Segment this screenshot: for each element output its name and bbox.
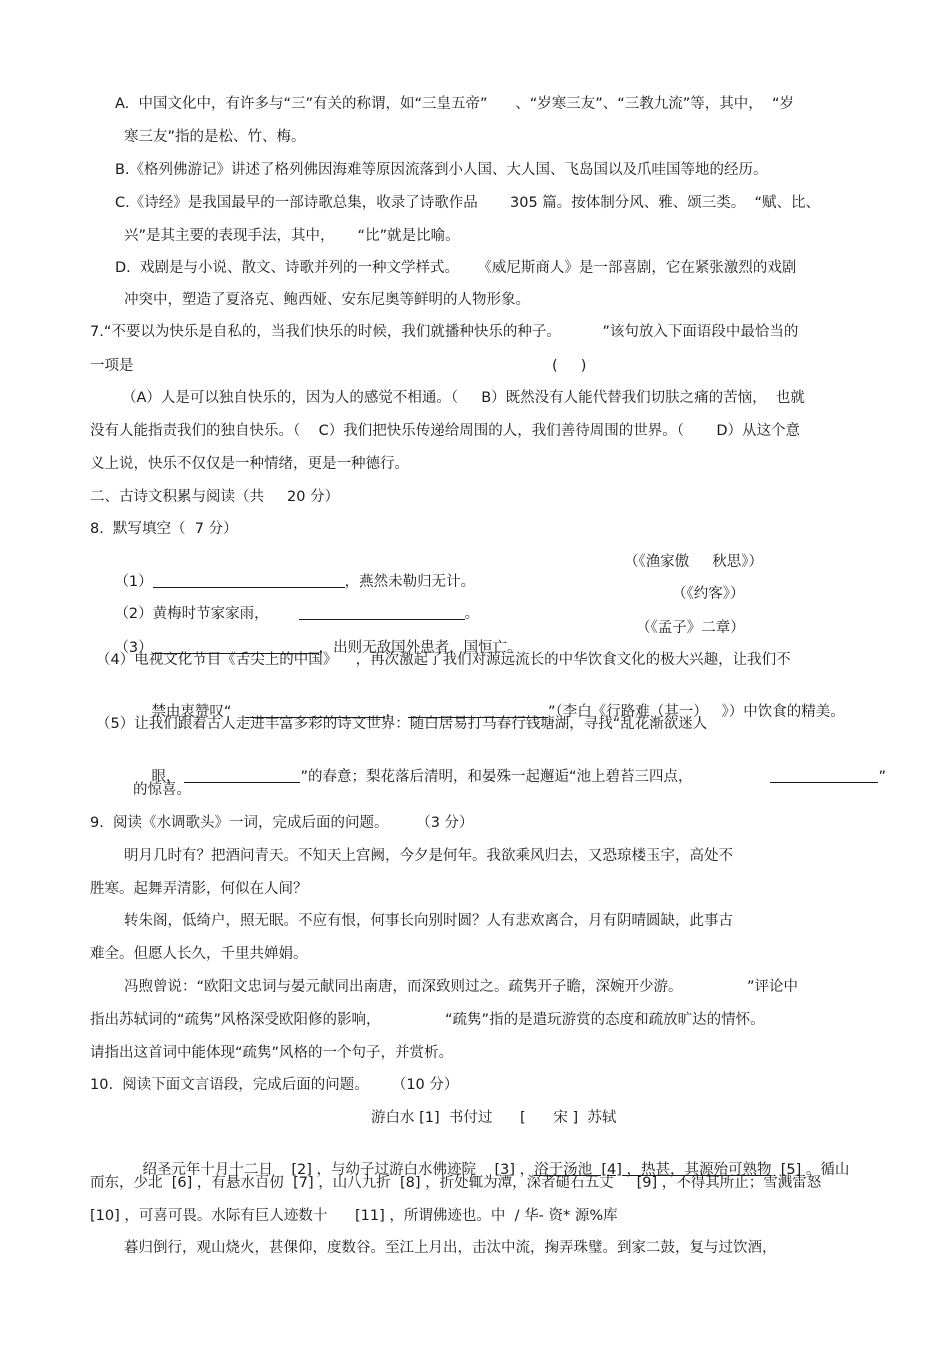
q10-passage-line2: 而东，少北 [6] ，有悬水百仞 [7] ，山八九折 [8] ，折处辄为潭，深者磓石五丈 [9] ，不得其所止；雪溅雷怒 (90, 1175, 822, 1191)
q10-title: 10. 阅读下面文言语段，完成后面的问题。 （10 分） (90, 1077, 459, 1093)
section-2-title: 二、古诗文积累与阅读（共 20 分） (90, 489, 340, 505)
q8-item-5-line2 (133, 747, 692, 807)
q8-title: 8. 默写填空（ 7 分） (90, 521, 238, 537)
q6-option-c-line1: C.《诗经》是我国最早的一部诗歌总集，收录了诗歌作品 305 篇。按体制分风、雅、颂三类。 “赋、比、 (115, 195, 821, 211)
q7-answer-paren: ( ) (552, 358, 587, 374)
q6-option-d-line1: D. 戏剧是与小说、散文、诗歌并列的一种文学样式。 《威尼斯商人》是一部喜剧，它在紧张激烈的戏剧 (115, 260, 797, 276)
q6-option-d-line2: 冲突中，塑造了夏洛克、鲍西娅、安东尼奥等鲜明的人物形象。 (124, 292, 530, 308)
q8-item-2-end: 。 (464, 606, 480, 622)
q10-passage-heading: 游白水 [1] 书付过 [ 宋 ] 苏轼 (371, 1110, 617, 1126)
q8-item-5-blank-2[interactable] (770, 768, 878, 783)
q8-item-5-mid: ”的春意；梨花落后清明，和晏殊一起邂逅“池上碧苔三四点， (300, 769, 693, 785)
q8-item-4-post: ”（李白《行路难（其一） 》）中饮食的精美。 (547, 704, 845, 720)
q6-option-a-line2: 寒三友”指的是松、竹、梅。 (124, 129, 306, 145)
q8-item-1-source: （《渔家傲 秋思》） (624, 554, 764, 570)
q8-item-5-line3: 的惊喜。 (133, 782, 191, 798)
q9-poem-line2: 胜寒。起舞弄清影，何似在人间？ (90, 881, 308, 897)
q8-item-2-source: （《约客》） (672, 586, 745, 602)
q8-item-1-text: ，燕然未勒归无计。 (344, 574, 476, 590)
q8-item-3-number: （3） (114, 640, 153, 656)
q7-options-line2: 没有人能指责我们的独自快乐。（ C）我们把快乐传递给周围的人，我们善待周围的世界。（ D）从这个意 (90, 423, 800, 439)
q8-item-4-pre: 禁由衷赞叹“ (151, 704, 232, 720)
q8-item-3-text: ，出则无敌国外患者，国恒亡。 (318, 640, 522, 656)
q8-item-5-end-quote: ” (878, 769, 886, 785)
q10-passage-line3: [10] ，可喜可畏。水际有巨人迹数十 [11] ，所谓佛迹也。中 / 华- 资* 源%库 (90, 1208, 618, 1224)
q10-underlined-sentence: 浴于汤池 [4] ，热甚，其源殆可熟物 (534, 1162, 772, 1178)
q8-item-4-mid: ， (385, 704, 400, 720)
q9-poem-line4: 难全。但愿人长久，千里共婵娟。 (90, 946, 308, 962)
q9-comment-line2: 指出苏轼词的“疏隽”风格深受欧阳修的影响， “疏隽”指的是遣玩游赏的态度和疏放旷达的情怀。 (90, 1012, 765, 1028)
q6-option-a-line1: A. 中国文化中，有许多与“三”有关的称谓，如“三皇五帝” 、“岁寒三友”、“三教九流”等，其中， “岁 (115, 96, 794, 112)
q10-passage-line4: 暮归倒行，观山烧火，甚倮仰，度数谷。至江上月出，击汰中流，掬弄珠璧。到家二鼓，复与过饮酒， (124, 1240, 777, 1256)
q7-options-line1: （A）人是可以独自快乐的，因为人的感觉不相通。（ B）既然没有人能代替我们切肤之痛的苦恼， 也就 (122, 390, 805, 406)
q9-poem-line3: 转朱阁，低绮户，照无眠。不应有恨，何事长向别时圆？人有悲欢离合，月有阴晴圆缺，此事古 (124, 913, 733, 929)
q10-passage-line1-a: 绍圣元年十月十二日 [2] ，与幼子过游白水佛迹院 [3] ， (142, 1162, 535, 1178)
q8-item-4-line1: （4）电视文化节目《舌尖上的中国》 ，再次激起了我们对源远流长的中华饮食文化的极大兴趣，让我们不 (96, 652, 791, 668)
q8-item-2-text: （2）黄梅时节家家雨， (114, 606, 269, 622)
q9-poem-line1: 明月几时有？把酒问青天。不知天上宫阙，今夕是何年。我欲乘风归去，又恐琼楼玉宇，高处不 (124, 848, 733, 864)
q10-passage-line1-b: [5] 。循山 (771, 1162, 850, 1178)
q7-stem-line1: 7.“不要以为快乐是自私的，当我们快乐的时候，我们就播种快乐的种子。 ”该句放入下面语段中最恰当的 (90, 324, 799, 340)
q7-options-line3: 义上说，快乐不仅仅是一种情绪，更是一种德行。 (90, 456, 409, 472)
q7-stem-line2: 一项是 (90, 358, 134, 374)
q8-item-5-blank-1[interactable] (184, 768, 300, 783)
q8-item-5-blank-2-line (752, 747, 886, 807)
q8-item-3-source: （《孟子》二章） (636, 620, 745, 636)
q9-title: 9. 阅读《水调歌头》一词，完成后面的问题。 （3 分） (90, 815, 474, 831)
q8-item-1-number: （1） (114, 574, 153, 590)
q6-option-b: B.《格列佛游记》讲述了格列佛因海难等原因流落到小人国、大人国、飞岛国以及爪哇国等地的经历。 (115, 162, 768, 178)
q9-comment-line1: 冯煦曾说：“欧阳文忠词与晏元献同出南唐，而深致则过之。疏隽开子瞻，深婉开少游。 ”评论中 (124, 979, 799, 995)
q9-question: 请指出这首词中能体现“疏隽”风格的一个句子，并赏析。 (90, 1045, 454, 1061)
q6-option-c-line2: 兴”是其主要的表现手法，其中， “比”就是比喻。 (124, 228, 460, 244)
q8-item-5-pre: 眼， (151, 769, 181, 785)
q8-item-5-line1: （5）让我们跟着古人走进丰富多彩的诗文世界：随白居易打马春行钱塘湖，寻找“乱花渐欲迷人 (96, 716, 708, 732)
